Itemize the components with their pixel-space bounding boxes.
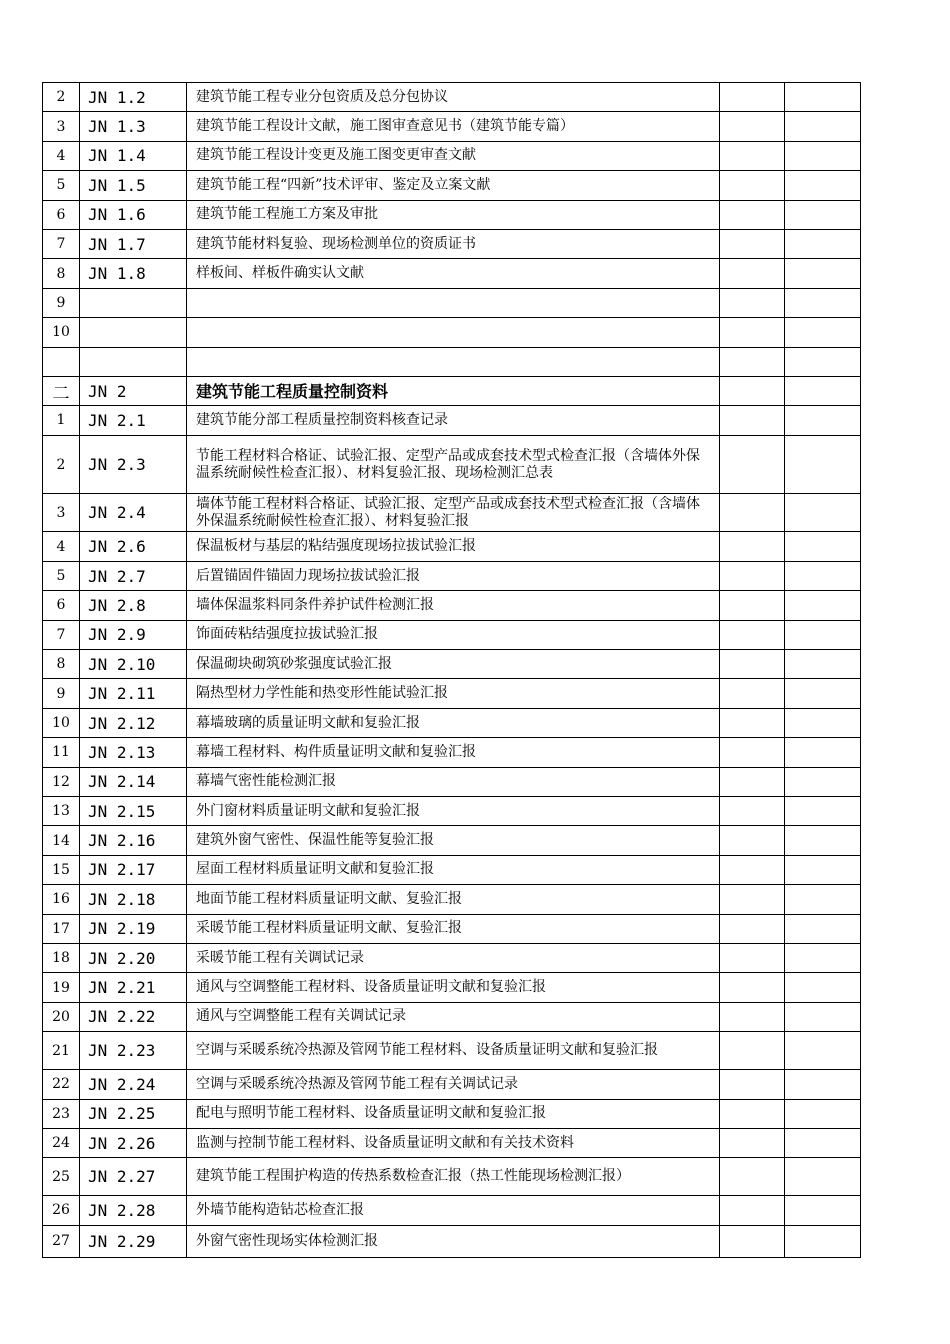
row-description: 后置锚固件锚固力现场拉拔试验汇报 — [187, 561, 720, 590]
row-description — [187, 288, 720, 317]
table-row — [43, 259, 861, 288]
row-description: 建筑外窗气密性、保温性能等复验汇报 — [187, 826, 720, 855]
empty-cell — [785, 141, 861, 170]
row-description — [187, 318, 720, 347]
row-description: 空调与采暖系统冷热源及管网节能工程有关调试记录 — [187, 1070, 720, 1099]
row-description: 建筑节能工程设计文献，施工图审查意见书（建筑节能专篇） — [187, 112, 720, 141]
empty-cell — [720, 914, 785, 943]
row-code: JN 1.5 — [80, 171, 187, 200]
table-row — [43, 591, 861, 620]
empty-cell — [785, 229, 861, 258]
empty-cell — [720, 797, 785, 826]
row-code: JN 2.8 — [80, 591, 187, 620]
section-header-row — [43, 376, 861, 405]
empty-cell — [785, 435, 861, 494]
empty-cell — [785, 738, 861, 767]
row-description: 幕墙工程材料、构件质量证明文献和复验汇报 — [187, 738, 720, 767]
empty-cell — [785, 171, 861, 200]
row-number: 9 — [43, 679, 80, 708]
row-description: 保温板材与基层的粘结强度现场拉拔试验汇报 — [187, 532, 720, 561]
row-number: 15 — [43, 855, 80, 884]
row-code: JN 2.3 — [80, 435, 187, 494]
table-row — [43, 738, 861, 767]
section-title: 建筑节能工程质量控制资料 — [187, 376, 720, 405]
row-number: 23 — [43, 1099, 80, 1128]
table-row — [43, 1128, 861, 1157]
empty-cell — [785, 83, 861, 112]
row-number: 5 — [43, 171, 80, 200]
empty-cell — [720, 406, 785, 435]
empty-cell — [785, 259, 861, 288]
row-code: JN 1.2 — [80, 83, 187, 112]
empty-cell — [720, 855, 785, 884]
row-description: 外墙节能构造钻芯检查汇报 — [187, 1196, 720, 1225]
row-number: 2 — [43, 83, 80, 112]
empty-cell — [785, 1002, 861, 1031]
table-row — [43, 1225, 861, 1257]
table-row — [43, 1002, 861, 1031]
row-description: 屋面工程材料质量证明文献和复验汇报 — [187, 855, 720, 884]
row-code: JN 2.28 — [80, 1196, 187, 1225]
empty-cell — [720, 347, 785, 376]
row-number: 13 — [43, 797, 80, 826]
row-code — [80, 318, 187, 347]
empty-cell — [720, 229, 785, 258]
row-number: 8 — [43, 259, 80, 288]
empty-cell — [785, 318, 861, 347]
empty-cell — [785, 650, 861, 679]
row-number: 19 — [43, 973, 80, 1002]
empty-cell — [720, 1070, 785, 1099]
table-row — [43, 435, 861, 494]
row-description: 外门窗材料质量证明文献和复验汇报 — [187, 797, 720, 826]
table-row — [43, 620, 861, 649]
empty-cell — [785, 1128, 861, 1157]
row-code: JN 2.23 — [80, 1032, 187, 1070]
table-row — [43, 229, 861, 258]
table-row — [43, 650, 861, 679]
empty-cell — [720, 141, 785, 170]
row-code: JN 2.27 — [80, 1158, 187, 1196]
row-description: 空调与采暖系统冷热源及管网节能工程材料、设备质量证明文献和复验汇报 — [187, 1032, 720, 1070]
document-table — [42, 82, 861, 1258]
table-row — [43, 708, 861, 737]
row-description: 幕墙玻璃的质量证明文献和复验汇报 — [187, 708, 720, 737]
table-row — [43, 943, 861, 972]
empty-cell — [785, 1099, 861, 1128]
empty-cell — [720, 435, 785, 494]
row-description — [187, 347, 720, 376]
row-code: JN 1.3 — [80, 112, 187, 141]
row-number: 2 — [43, 435, 80, 494]
empty-cell — [785, 1225, 861, 1257]
empty-cell — [720, 591, 785, 620]
row-description: 建筑节能工程施工方案及审批 — [187, 200, 720, 229]
empty-cell — [785, 914, 861, 943]
empty-cell — [785, 1158, 861, 1196]
row-number: 5 — [43, 561, 80, 590]
row-code: JN 2.19 — [80, 914, 187, 943]
empty-cell — [720, 708, 785, 737]
empty-cell — [785, 591, 861, 620]
row-description: 建筑节能材料复验、现场检测单位的资质证书 — [187, 229, 720, 258]
table-row — [43, 885, 861, 914]
row-code: JN 2.24 — [80, 1070, 187, 1099]
row-code — [80, 288, 187, 317]
row-number: 6 — [43, 591, 80, 620]
row-code: JN 2.18 — [80, 885, 187, 914]
row-number: 7 — [43, 229, 80, 258]
row-description: 建筑节能工程设计变更及施工图变更审查文献 — [187, 141, 720, 170]
row-number: 24 — [43, 1128, 80, 1157]
row-description: 采暖节能工程材料质量证明文献、复验汇报 — [187, 914, 720, 943]
row-code: JN 2.10 — [80, 650, 187, 679]
empty-cell — [785, 1032, 861, 1070]
table-row — [43, 288, 861, 317]
empty-cell — [720, 200, 785, 229]
table-row — [43, 679, 861, 708]
empty-cell — [785, 885, 861, 914]
row-code: JN 2.12 — [80, 708, 187, 737]
empty-cell — [720, 738, 785, 767]
row-code: JN 2.26 — [80, 1128, 187, 1157]
table-row — [43, 561, 861, 590]
table-row — [43, 171, 861, 200]
row-number: 6 — [43, 200, 80, 229]
row-code: JN 2.21 — [80, 973, 187, 1002]
empty-cell — [720, 885, 785, 914]
empty-cell — [785, 494, 861, 532]
empty-cell — [785, 620, 861, 649]
empty-cell — [785, 855, 861, 884]
empty-cell — [785, 200, 861, 229]
row-code: JN 2.14 — [80, 767, 187, 796]
table-row — [43, 1196, 861, 1225]
row-description: 建筑节能工程“四新”技术评审、鉴定及立案文献 — [187, 171, 720, 200]
table-row — [43, 200, 861, 229]
table-row — [43, 1070, 861, 1099]
empty-cell — [785, 406, 861, 435]
table-row — [43, 347, 861, 376]
empty-cell — [720, 494, 785, 532]
empty-cell — [720, 1225, 785, 1257]
row-code: JN 2.29 — [80, 1225, 187, 1257]
table-row — [43, 318, 861, 347]
table-row — [43, 973, 861, 1002]
row-description: 样板间、样板件确实认文献 — [187, 259, 720, 288]
empty-cell — [785, 532, 861, 561]
empty-cell — [720, 288, 785, 317]
table-row — [43, 112, 861, 141]
row-description: 地面节能工程材料质量证明文献、复验汇报 — [187, 885, 720, 914]
empty-cell — [720, 1099, 785, 1128]
row-number: 27 — [43, 1225, 80, 1257]
empty-cell — [785, 1196, 861, 1225]
empty-cell — [785, 943, 861, 972]
table-row — [43, 826, 861, 855]
empty-cell — [720, 650, 785, 679]
row-number: 4 — [43, 141, 80, 170]
row-code: JN 1.7 — [80, 229, 187, 258]
row-number: 21 — [43, 1032, 80, 1070]
row-description: 通风与空调整能工程有关调试记录 — [187, 1002, 720, 1031]
empty-cell — [785, 112, 861, 141]
empty-cell — [720, 561, 785, 590]
row-number: 1 — [43, 406, 80, 435]
empty-cell — [720, 973, 785, 1002]
row-code: JN 2.16 — [80, 826, 187, 855]
row-code: JN 2.15 — [80, 797, 187, 826]
row-number: 26 — [43, 1196, 80, 1225]
row-description: 建筑节能工程专业分包资质及总分包协议 — [187, 83, 720, 112]
empty-cell — [720, 318, 785, 347]
empty-cell — [785, 376, 861, 405]
row-description: 配电与照明节能工程材料、设备质量证明文献和复验汇报 — [187, 1099, 720, 1128]
table-row — [43, 532, 861, 561]
row-code: JN 2.22 — [80, 1002, 187, 1031]
empty-cell — [785, 679, 861, 708]
row-number: 7 — [43, 620, 80, 649]
row-description: 外窗气密性现场实体检测汇报 — [187, 1225, 720, 1257]
row-description: 墙体节能工程材料合格证、试验汇报、定型产品或成套技术型式检查汇报（含墙体外保温系统耐候性检查汇报）、材料复验汇报 — [187, 494, 720, 532]
row-number: 12 — [43, 767, 80, 796]
empty-cell — [720, 620, 785, 649]
empty-cell — [785, 288, 861, 317]
row-code: JN 1.6 — [80, 200, 187, 229]
row-code: JN 2.1 — [80, 406, 187, 435]
table-row — [43, 914, 861, 943]
row-description: 监测与控制节能工程材料、设备质量证明文献和有关技术资料 — [187, 1128, 720, 1157]
row-number: 10 — [43, 708, 80, 737]
row-code: JN 2.7 — [80, 561, 187, 590]
empty-cell — [720, 826, 785, 855]
row-number: 4 — [43, 532, 80, 561]
row-code: JN 2.13 — [80, 738, 187, 767]
section-code: JN 2 — [80, 376, 187, 405]
row-code: JN 2.9 — [80, 620, 187, 649]
row-number: 8 — [43, 650, 80, 679]
table-row — [43, 1158, 861, 1196]
empty-cell — [720, 83, 785, 112]
row-description: 采暖节能工程有关调试记录 — [187, 943, 720, 972]
table-row — [43, 1032, 861, 1070]
row-number: 20 — [43, 1002, 80, 1031]
row-description: 通风与空调整能工程材料、设备质量证明文献和复验汇报 — [187, 973, 720, 1002]
row-code: JN 2.20 — [80, 943, 187, 972]
row-number: 9 — [43, 288, 80, 317]
empty-cell — [785, 797, 861, 826]
table-row — [43, 141, 861, 170]
row-number: 18 — [43, 943, 80, 972]
empty-cell — [720, 1158, 785, 1196]
empty-cell — [720, 112, 785, 141]
table-row — [43, 1099, 861, 1128]
empty-cell — [720, 679, 785, 708]
empty-cell — [720, 1032, 785, 1070]
empty-cell — [720, 943, 785, 972]
row-number: 10 — [43, 318, 80, 347]
empty-cell — [785, 767, 861, 796]
row-number: 3 — [43, 112, 80, 141]
empty-cell — [785, 708, 861, 737]
empty-cell — [720, 1002, 785, 1031]
row-code: JN 2.25 — [80, 1099, 187, 1128]
row-number: 17 — [43, 914, 80, 943]
table-row — [43, 83, 861, 112]
empty-cell — [720, 1128, 785, 1157]
row-number: 14 — [43, 826, 80, 855]
table-row — [43, 406, 861, 435]
table-row — [43, 797, 861, 826]
row-description: 建筑节能分部工程质量控制资料核查记录 — [187, 406, 720, 435]
empty-cell — [785, 973, 861, 1002]
empty-cell — [785, 1070, 861, 1099]
row-code: JN 2.4 — [80, 494, 187, 532]
section-number: 二 — [43, 376, 80, 405]
table-row — [43, 855, 861, 884]
empty-cell — [720, 171, 785, 200]
empty-cell — [720, 532, 785, 561]
empty-cell — [720, 1196, 785, 1225]
row-description: 幕墙气密性能检测汇报 — [187, 767, 720, 796]
row-code: JN 2.17 — [80, 855, 187, 884]
row-description: 饰面砖粘结强度拉拔试验汇报 — [187, 620, 720, 649]
row-code: JN 2.11 — [80, 679, 187, 708]
row-number: 11 — [43, 738, 80, 767]
row-code: JN 1.4 — [80, 141, 187, 170]
row-description: 建筑节能工程围护构造的传热系数检查汇报（热工性能现场检测汇报） — [187, 1158, 720, 1196]
empty-cell — [785, 826, 861, 855]
row-number: 22 — [43, 1070, 80, 1099]
row-code — [80, 347, 187, 376]
row-code: JN 1.8 — [80, 259, 187, 288]
row-code: JN 2.6 — [80, 532, 187, 561]
row-description: 墙体保温浆料同条件养护试件检测汇报 — [187, 591, 720, 620]
empty-cell — [720, 376, 785, 405]
row-number — [43, 347, 80, 376]
row-description: 保温砌块砌筑砂浆强度试验汇报 — [187, 650, 720, 679]
empty-cell — [720, 259, 785, 288]
row-number: 3 — [43, 494, 80, 532]
table-row — [43, 494, 861, 532]
row-description: 隔热型材力学性能和热变形性能试验汇报 — [187, 679, 720, 708]
empty-cell — [785, 561, 861, 590]
table-row — [43, 767, 861, 796]
row-number: 16 — [43, 885, 80, 914]
empty-cell — [720, 767, 785, 796]
empty-cell — [785, 347, 861, 376]
row-description: 节能工程材料合格证、试验汇报、定型产品或成套技术型式检查汇报（含墙体外保温系统耐候性检查汇报）、材料复验汇报、现场检测汇总表 — [187, 435, 720, 494]
row-number: 25 — [43, 1158, 80, 1196]
